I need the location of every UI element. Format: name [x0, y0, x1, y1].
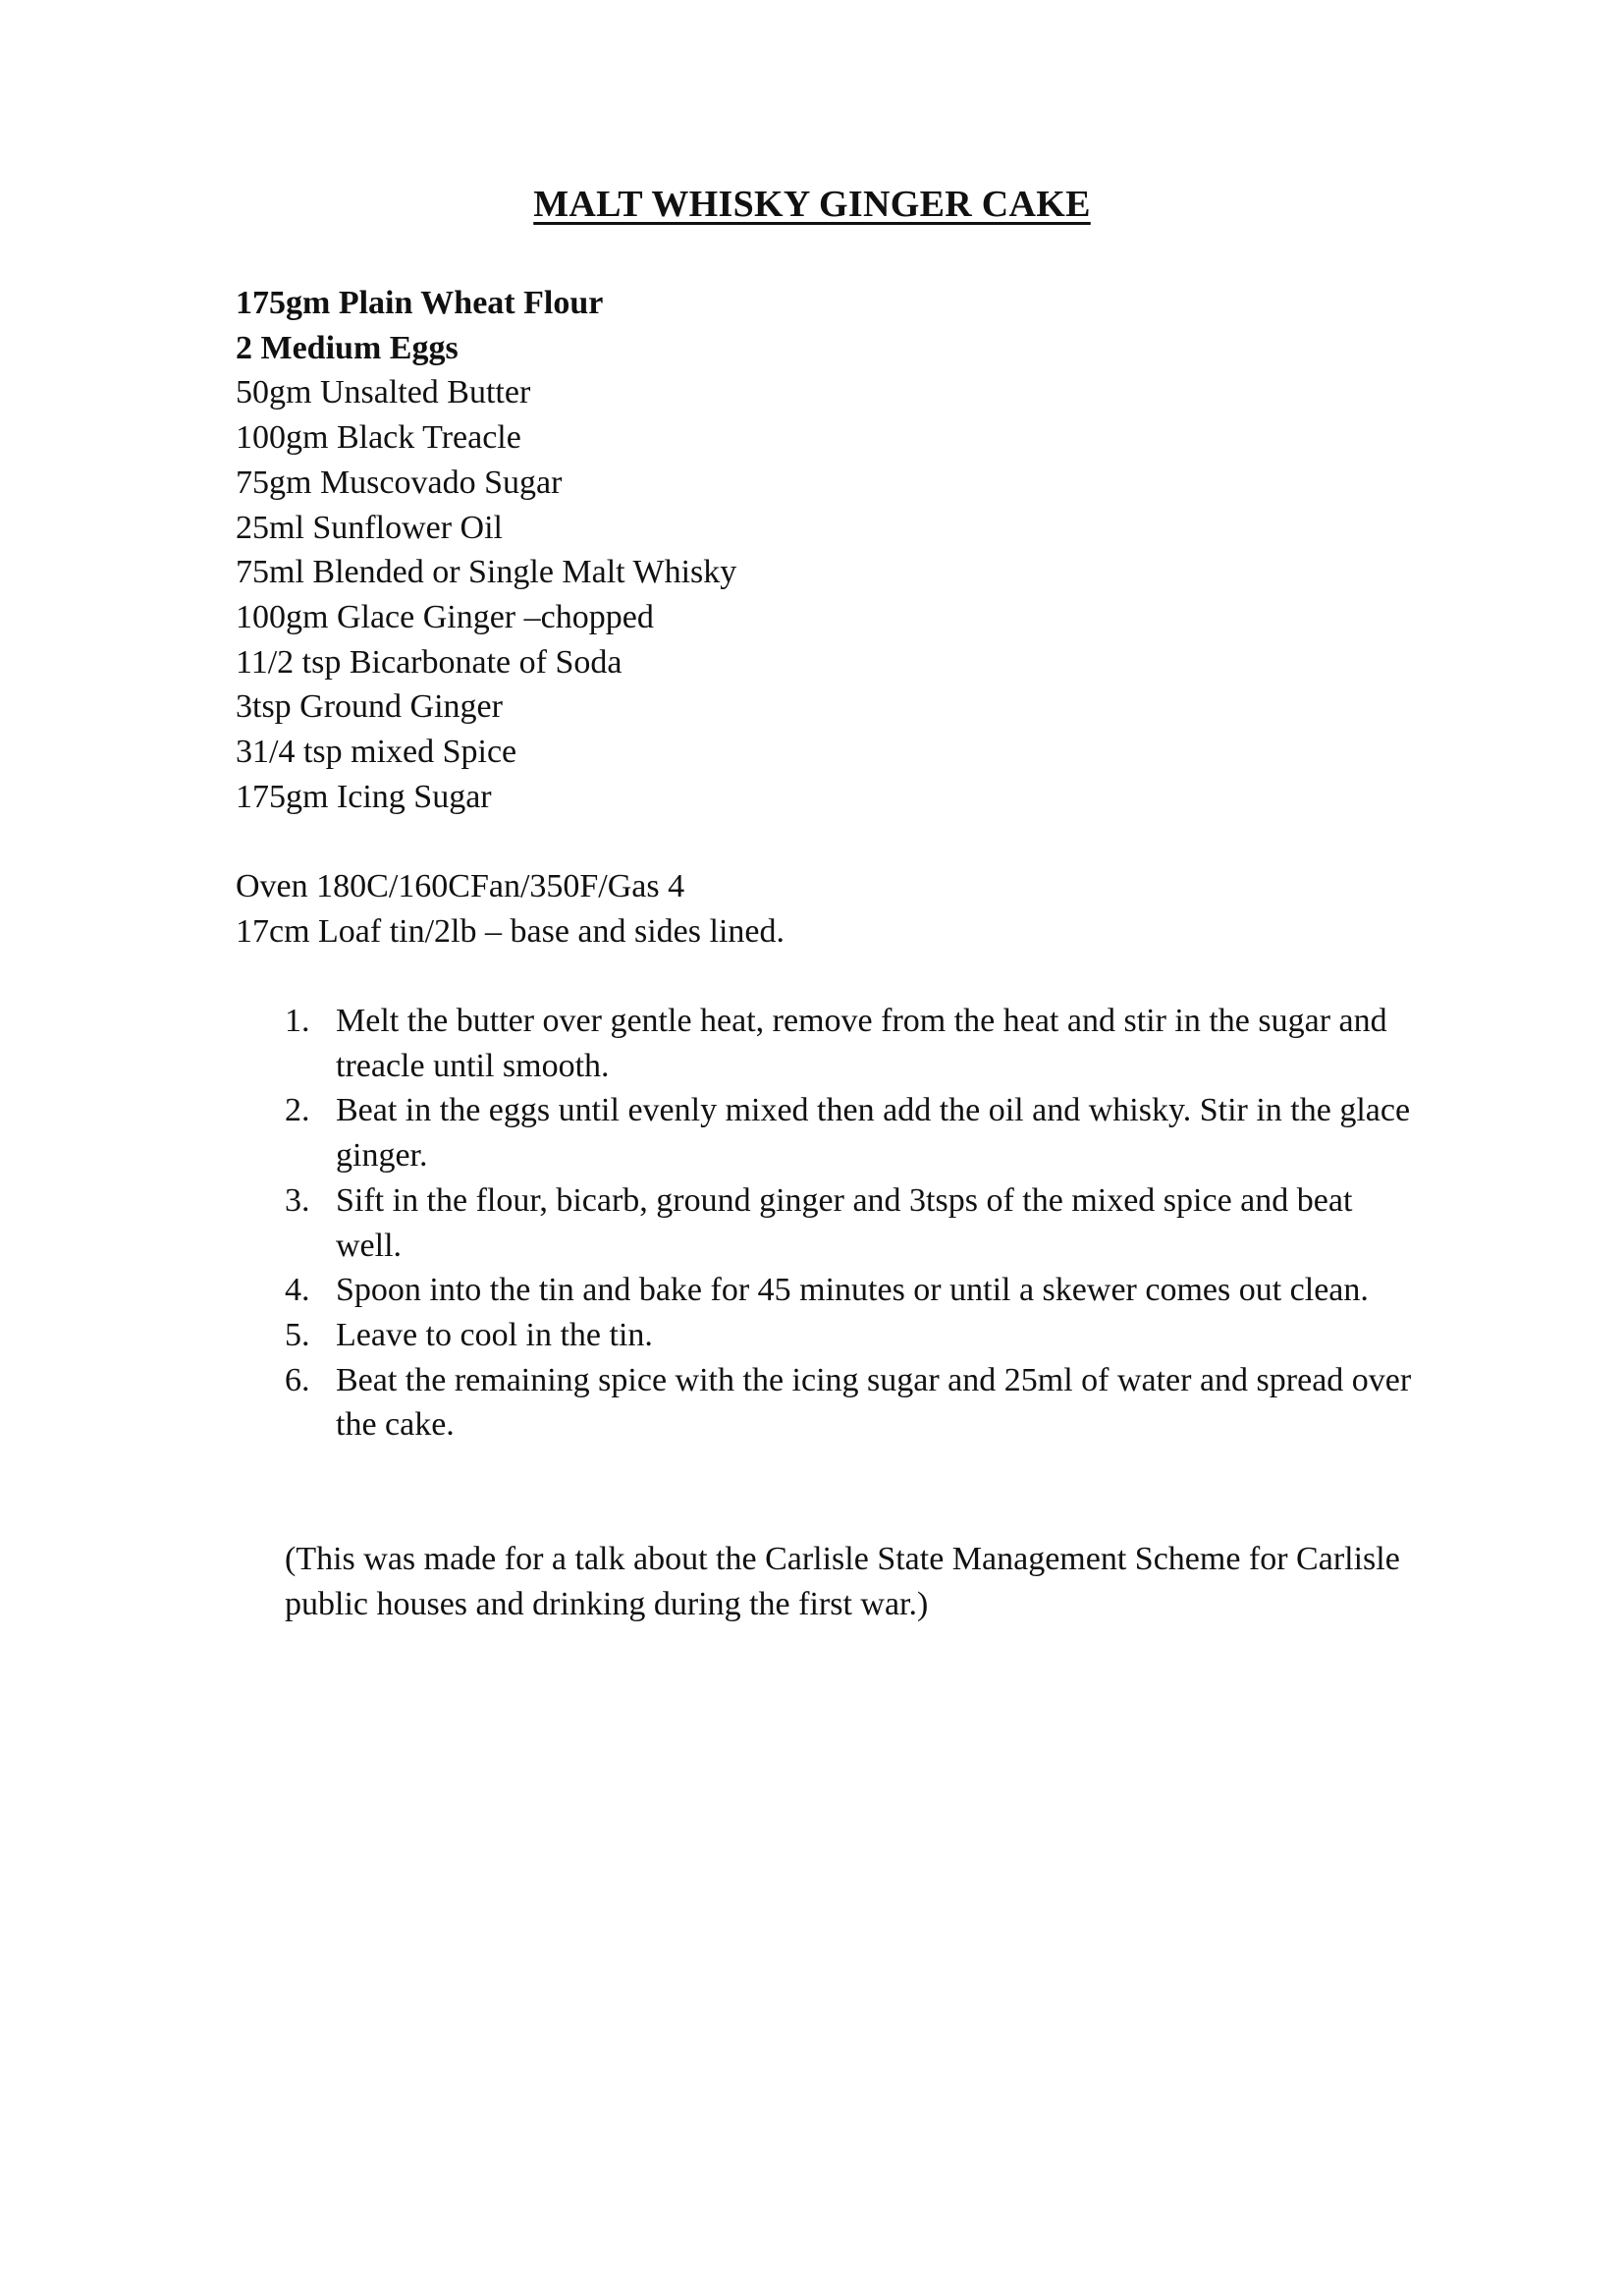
- ingredient-item: 175gm Plain Wheat Flour: [236, 285, 604, 321]
- method-step: [285, 999, 1414, 1088]
- ingredient-item: 100gm Glace Ginger –chopped: [236, 598, 654, 635]
- ingredient-item: 3tsp Ground Ginger: [236, 688, 503, 726]
- step-text: Beat in the eggs until evenly mixed then add the oil and whisky. Stir in the glace ginger.: [336, 1092, 1411, 1175]
- method-list: [285, 999, 1414, 1448]
- step-text: Sift in the flour, bicarb, ground ginger and 3tsps of the mixed spice and beat well.: [336, 1181, 1353, 1264]
- oven-temperature: Oven 180C/160CFan/350F/Gas 4: [236, 868, 685, 904]
- method-step: [285, 1178, 1414, 1268]
- ingredient-item: 2 Medium Eggs: [236, 329, 459, 366]
- ingredient-item: 75ml Blended or Single Malt Whisky: [236, 554, 737, 591]
- step-number: 1.: [285, 1003, 310, 1039]
- step-number: 2.: [285, 1092, 310, 1129]
- ingredient-item: 11/2 tsp Bicarbonate of Soda: [236, 643, 623, 681]
- historical-note: (This was made for a talk about the Carlisle State Management Scheme for Carlisle public houses and drinking during the first war.): [285, 1541, 1400, 1622]
- step-text: Leave to cool in the tin.: [336, 1316, 653, 1353]
- step-text: Beat the remaining spice with the icing sugar and 25ml of water and spread over the cake.: [336, 1361, 1412, 1444]
- ingredient-item: 175gm Icing Sugar: [236, 778, 492, 815]
- step-number: 4.: [285, 1272, 310, 1309]
- step-text: Spoon into the tin and bake for 45 minutes or until a skewer comes out clean.: [336, 1272, 1369, 1309]
- ingredients-list: [236, 281, 736, 819]
- method-step: [285, 1313, 1414, 1358]
- oven-info: [236, 864, 785, 954]
- ingredient-item: 50gm Unsalted Butter: [236, 374, 531, 411]
- step-number: 6.: [285, 1361, 310, 1398]
- step-number: 3.: [285, 1181, 310, 1219]
- tin-size: 17cm Loaf tin/2lb – base and sides lined.: [236, 912, 785, 950]
- method-step: [285, 1268, 1414, 1313]
- ingredient-item: 25ml Sunflower Oil: [236, 509, 503, 546]
- ingredient-item: 31/4 tsp mixed Spice: [236, 734, 517, 771]
- method-step: [285, 1088, 1414, 1177]
- page-title: MALT WHISKY GINGER CAKE: [533, 184, 1091, 225]
- method-step: [285, 1358, 1414, 1448]
- ingredient-item: 100gm Black Treacle: [236, 419, 521, 457]
- ingredient-item: 75gm Muscovado Sugar: [236, 464, 563, 501]
- step-number: 5.: [285, 1316, 310, 1353]
- step-text: Melt the butter over gentle heat, remove from the heat and stir in the sugar and treacle until smooth.: [336, 1003, 1387, 1084]
